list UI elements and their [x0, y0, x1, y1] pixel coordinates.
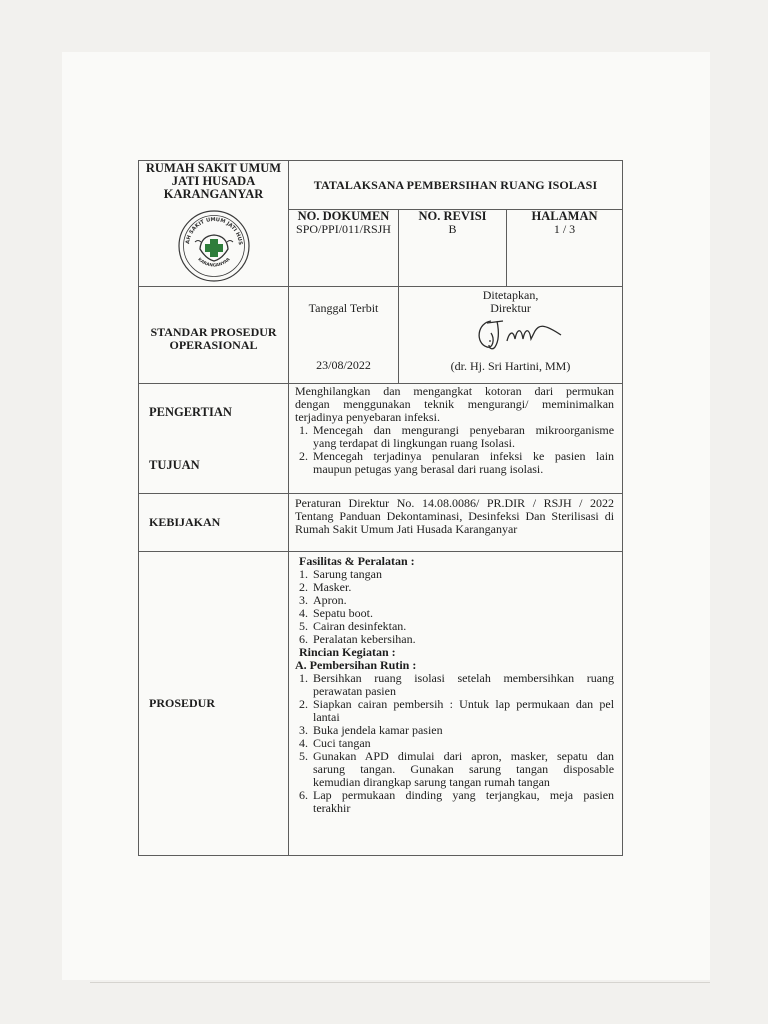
- no-revisi-cell: [399, 210, 507, 287]
- prosedur-content: [289, 552, 623, 856]
- list-item: 1. Bersihkan ruang isolasi setelah membersihkan ruang perawatan pasien: [299, 671, 615, 698]
- hospital-cell: [139, 161, 289, 287]
- steps-list: [295, 672, 614, 815]
- no-revisi-value: B: [448, 222, 457, 237]
- list-item: 1. Mencegah dan mengurangi penyebaran mikroorganisme yang terdapat di lingkungan ruang Isolasi.: [299, 423, 615, 450]
- document-title: TATALAKSANA PEMBERSIHAN RUANG ISOLASI: [289, 161, 623, 210]
- list-item: 1. Sarung tangan: [299, 567, 382, 581]
- no-dokumen-value: SPO/PPI/011/RSJH: [296, 222, 391, 237]
- list-item: 5. Gunakan APD dimulai dari apron, masker, sepatu dan sarung tangan. Gunakan sarung tangan disposable kemudian dirangkap sarung tangan rumah tangan: [299, 749, 615, 789]
- halaman-cell: [507, 210, 623, 287]
- director-signature: [469, 315, 569, 353]
- list-item: 6. Peralatan kebersihan.: [299, 632, 416, 646]
- pengertian-label: PENGERTIAN: [149, 405, 232, 419]
- halaman-label: HALAMAN: [531, 209, 598, 224]
- fasilitas-title: Fasilitas & Peralatan :: [299, 554, 415, 568]
- page-edge-line: [90, 982, 710, 983]
- hospital-name: RUMAH SAKIT UMUM JATI HUSADA KARANGANYAR: [145, 161, 282, 201]
- fasilitas-list: [295, 568, 614, 646]
- list-item: 2. Siapkan cairan pembersih : Untuk lap permukaan dan pel lantai: [299, 697, 615, 724]
- pengertian-tujuan-content: [289, 384, 623, 494]
- list-item: 3. Buka jendela kamar pasien: [299, 723, 443, 737]
- no-dokumen-cell: [289, 210, 399, 287]
- halaman-value: 1 / 3: [553, 222, 576, 237]
- logo-bottom-text: KARANGANYAR: [196, 256, 231, 268]
- tujuan-label: TUJUAN: [149, 458, 200, 472]
- no-revisi-label: NO. REVISI: [418, 209, 487, 224]
- pembersihan-rutin-title: A. Pembersihan Rutin :: [295, 658, 417, 672]
- ditetapkan-label: Ditetapkan,: [482, 288, 539, 302]
- list-item: 4. Cuci tangan: [299, 736, 371, 750]
- prosedur-label: PROSEDUR: [139, 552, 289, 856]
- tujuan-list: [295, 424, 614, 476]
- director-name: (dr. Hj. Sri Hartini, MM): [450, 359, 571, 373]
- spo-table: [138, 160, 623, 856]
- list-item: 6. Lap permukaan dinding yang terjangkau, meja pasien terakhir: [299, 788, 615, 815]
- tanggal-terbit-value: 23/08/2022: [316, 358, 371, 372]
- pengertian-text: Menghilangkan dan mengangkat kotoran dari permukan dengan menggunakan teknik mengurangi/ meminimalkan terjadinya penyebaran infeksi.: [295, 384, 615, 424]
- svg-text:KARANGANYAR: [197, 256, 231, 267]
- sop-label: STANDAR PROSEDUR OPERASIONAL: [139, 287, 289, 384]
- list-item: 5. Cairan desinfektan.: [299, 619, 407, 633]
- kebijakan-content: Peraturan Direktur No. 14.08.0086/ PR.DIR / RSJH / 2022 Tentang Panduan Dekontaminasi, Desinfeksi Dan Sterilisasi di Rumah Sakit Umum Jati Husada Karanganyar: [289, 494, 623, 552]
- list-item: 3. Apron.: [299, 593, 347, 607]
- list-item: 2. Mencegah terjadinya penularan infeksi ke pasien lain maupun petugas yang berasal dari ruang isolasi.: [299, 449, 615, 476]
- rincian-title: Rincian Kegiatan :: [299, 645, 396, 659]
- kebijakan-label: KEBIJAKAN: [139, 494, 289, 552]
- list-item: 2. Masker.: [299, 580, 352, 594]
- penetapan-cell: [399, 287, 623, 384]
- no-dokumen-label: NO. DOKUMEN: [297, 209, 390, 224]
- logo-ring-text: AH SAKIT UMUM JATI HUS: [184, 216, 243, 246]
- tanggal-terbit-cell: [289, 287, 399, 384]
- tanggal-terbit-label: Tanggal Terbit: [308, 301, 379, 315]
- list-item: 4. Sepatu boot.: [299, 606, 373, 620]
- direktur-label: Direktur: [490, 301, 531, 315]
- pengertian-tujuan-labels: [139, 384, 289, 494]
- hospital-logo: [177, 209, 251, 283]
